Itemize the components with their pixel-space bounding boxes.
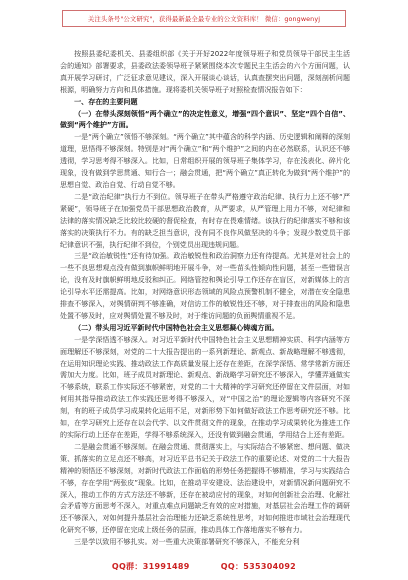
body-paragraph: 一是“两个确立”领悟不够深刻。“两个确立”其中蕴含的科学内涵、历史逻辑和阐释的深刻道理，思悟得不够深刻。特别是对“两个确立”和“两个维护”之间的内在必然联系，认识还不够透彻，学习思考得不够深入。比如，日常组织开展的领导班子集体学习，存在浅表化、碎片化现象，没有做到学思贯通、知行合一；融会贯通，把“两个确立”真正转化为做到“两个维护”的思想自觉、政治自觉、行动自觉不够。 xyxy=(60,132,350,189)
intro-paragraph: 按照县委纪委机关、县委组织部《关于开好2022年度领导班子和党员领导干部民主生活会的通知》部署要求，县委政法委领导班子紧紧围绕本次专题民主生活会的六个方面问题，认真开展学习研讨，广泛征求意见建议，深入开展谈心谈话，认真查摆突出问题，深刻剖析问题根源，明确努力方向和具体措施。现将委机关领导班子对照检查情况报告如下： xyxy=(60,49,350,94)
body-paragraph: 一是学深悟透不够深入。对习近平新时代中国特色社会主义思想精神实质、科学内涵等方面理解还不够深刻，对党的二十大报告提出的一系列新理论、新观点、新战略理解不够透彻，在运用知识理论实践、推动政法工作高质量发展上还存在差距，在深学深悟、常学常新方面还需加大力度。比如，班子成员对新理论、新观点、新战略学习研究还不够深入，学懂弄通做实不够系统，联系工作实际还不够紧密，对党的二十大精神的学习研究还停留在文件层面，对如何用其指导推动政法工作实践还思考得不够深入，对“中国之治”的理论逻辑等内容研究不深刻，有的班子成员学习成果转化运用不足，对新形势下如何做好政法工作思考研究还不够。比如，在学习研究上还存在以会代学、以文件贯彻文件的现象，在推动学习成果转化为推进工作的实际行动上还存在差距，学得不够系统深入，还没有做到融会贯通，学用结合上还有差距。 xyxy=(60,334,350,439)
contact-footer xyxy=(0,561,408,572)
body-paragraph: 三是“政治敏锐性”还有待加强。政治敏锐性和政治洞察力还有待提高。尤其是对社会上的一些不良思想观点没有做到旗帜鲜明地开展斗争，对一些苗头性倾向性问题，甚至一些错误言论，没有及时旗帜鲜明地反驳和纠正。网络管控和舆论引导工作还存在盲区，对新媒体上的言论引导水平还需提高。比如，对网络意识形态领域的风险点预警机制不健全，对潜在安全隐患排查不够深入，对舆情研判不够准确，对信访工作的敏锐性还不够，对于排查出的风险和隐患处置不够及时，应对舆情处置不够及时，对于维访问题的负面舆情重视不足。 xyxy=(60,251,350,320)
qq-number-label: QQ：535304092 xyxy=(220,562,297,571)
document-body xyxy=(60,48,350,548)
qq-group-label: QQ群：31991489 xyxy=(111,562,190,571)
section-heading-problems: 一、存在的主要问题 xyxy=(74,96,138,106)
subsection-heading-1: （一）在带头深刻领悟“两个确立”的决定性意义，增强“四个意识”、坚定“四个自信”、做到“两个维护”方面。 xyxy=(60,108,350,130)
subsection-heading-2: （二）带头用习近平新时代中国特色社会主义思想凝心铸魂方面。 xyxy=(74,322,279,332)
body-paragraph: 二是融会贯通不够深刻。在融会贯通、贯彻落实上，与实际结合不够紧密、想问题、做决策、抓落实的立足点还不够高，对习近平总书记关于政法工作的重要论述、对党的二十大报告精神的领悟还不够深刻，对新时代政法工作面临的形势任务把握得不够精准，学习与实践结合不够，存在学用“两张皮”现象。比如，在推动平安建设、法治建设中，对新情况新问题研究不深入，推动工作的方式方法还不够新，还存在被动应付的现象，对如何创新社会治理、化解社会矛盾等方面思考不深入，对重点难点问题缺乏有效的应对措施，对基层社会治理工作的调研还不够深入，对如何提升基层社会治理能力还缺乏系统性思考，对如何推进市域社会治理现代化研究不够，还停留在完成上级任务的层面，推动具体工作落地落实不够有力。 xyxy=(60,441,350,535)
body-paragraph: 二是“政治纪律”执行力不到位。领导班子在带头严格遵守政治纪律、执行力上还不够“严紧硬”，领导班子在加强党员干部思想政治教育，从严要求，从严管理上用力不够，对纪律和法律的落实情况缺乏比较比较硬的督促检查，有时存在畏难情绪。该执行的纪律落实不够和该落实的决策执行不力。有的缺乏担当意识，没有同不良作风做坚决的斗争；发现少数党员干部纪律意识不强，执行纪律不到位，个别党员出现违规问题。 xyxy=(60,191,350,249)
body-paragraph: 三是学以致用不够扎实。对一些重大决策部署研究不够深入，不能充分利 xyxy=(74,537,300,547)
promo-banner: 关注头条号"公文研究"，获得最新最全最专业的公文资料库！ 微信：gongwenyj xyxy=(62,10,346,27)
